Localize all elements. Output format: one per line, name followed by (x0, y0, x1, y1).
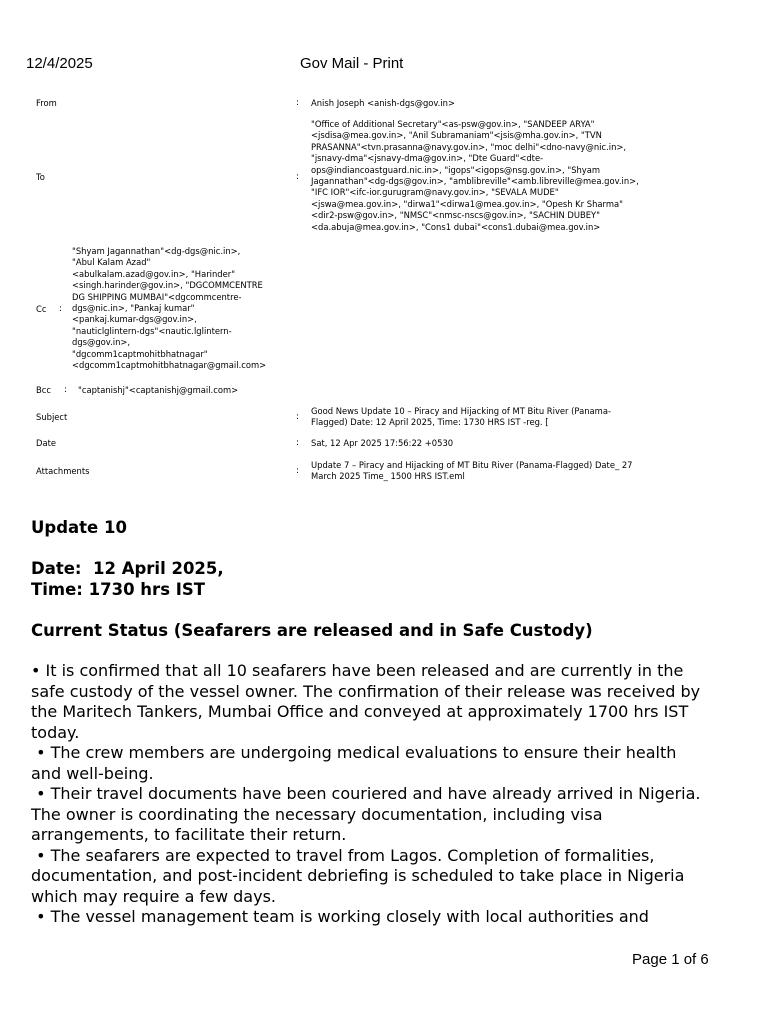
from-label: From (36, 98, 57, 108)
from-colon: : (296, 98, 300, 108)
cc-colon: : (59, 304, 63, 314)
update-heading: Update 10 (31, 518, 127, 537)
cc-label: Cc (36, 304, 47, 314)
status-bullets (31, 661, 711, 928)
body-time-line: Time: 1730 hrs IST (31, 579, 206, 599)
subject-label: Subject (36, 412, 68, 422)
from-value: Anish Joseph <anish-dgs@gov.in> (311, 98, 456, 108)
bullet-item: • It is confirmed that all 10 seafarers have been released and are currently in the safe custody of the vessel owner. The confirmation of their release was received by the Maritech Tankers, Mumbai Office and conveyed at approximately 1700 hrs IST today. (31, 661, 701, 742)
to-colon: : (296, 172, 300, 182)
attachments-colon: : (296, 466, 300, 476)
attachment-link[interactable]: Update 7 – Piracy and Hijacking of MT Bitu River (Panama-Flagged) Date_ 27 March 2025 Time_ 1500 HRS IST.eml (311, 460, 633, 482)
to-value: "Office of Additional Secretary"<as-psw@gov.in>, "SANDEEP ARYA" <jsdisa@mea.gov.in>, "Anil Subramaniam"<jsis@mha.gov.in>, "TVN PRASANNA"<tvn.prasanna@navy.gov.in>, "moc delhi"<dno-navy@nic.in>, "jsnavy-dma"<jsnavy-dma@gov.in>, "Dte Guard"<dte- ops@indiancoastguard.nic.in>, "igops"<igops@nsg.gov.in>, "Shyam Jagannathan"<dg-dgs@gov.in>, "amblibreville"<amb.libreville@mea.gov.in>, "IFC IOR"<ifc-ior.gurugram@navy.gov.in>, "SEVALA MUDE" <jswa@mea.gov.in>, "dirwa1"<dirwa1@mea.gov.in>, "Opesh Kr Sharma" <dir2-psw@gov.in>, "NMSC"<nmsc-nscs@gov.in>, "SACHIN DUBEY" <da.abuja@mea.gov.in>, "Cons1 dubai"<cons1.dubai@mea.gov.in> (311, 119, 639, 232)
page-indicator: Page 1 of 6 (632, 951, 709, 968)
cc-value: "Shyam Jagannathan"<dg-dgs@nic.in>, "Abul Kalam Azad" <abulkalam.azad@gov.in>, "Harinder" <singh.harinder@gov.in>, "DGCOMMCENTRE DG SHIPPING MUMBAI"<dgcommcentre- dgs@nic.in>, "Pankaj kumar" <pankaj.kumar-dgs@gov.in>, "nauticlglintern-dgs"<nautic.lglintern- dgs@gov.in>, "dgcomm1captmohitbhatnagar" <dgcomm1captmohitbhatnagar@gmail.com> (72, 246, 267, 371)
date-colon: : (296, 438, 300, 448)
status-heading: Current Status (Seafarers are released and in Safe Custody) (31, 621, 593, 640)
bullet-item: • The seafarers are expected to travel from Lagos. Completion of formalities, documentation, and post-incident debriefing is scheduled to take place in Nigeria which may require a few days. (31, 845, 690, 906)
to-label: To (36, 172, 45, 182)
bullet-item: • The vessel management team is working closely with local authorities and (31, 907, 649, 926)
print-title: Gov Mail - Print (300, 55, 404, 72)
body-date-time (31, 559, 711, 600)
print-date: 12/4/2025 (26, 55, 93, 72)
date-value: Sat, 12 Apr 2025 17:56:22 +0530 (311, 438, 454, 448)
date-label: Date (36, 438, 57, 448)
bcc-label: Bcc (36, 385, 51, 395)
bullet-item: • Their travel documents have been couriered and have already arrived in Nigeria. The owner is coordinating the necessary documentation, including visa arrangements, to facilitate their return. (31, 784, 706, 844)
bcc-value: "captanishj"<captanishj@gmail.com> (78, 385, 239, 395)
subject-colon: : (296, 412, 300, 422)
attachments-label: Attachments (36, 466, 90, 476)
subject-value: Good News Update 10 – Piracy and Hijacking of MT Bitu River (Panama- Flagged) Date: 12 April 2025, Time: 1730 HRS IST -reg. [ (311, 406, 611, 428)
body-date-line: Date: 12 April 2025, (31, 559, 224, 578)
bullet-item: • The crew members are undergoing medical evaluations to ensure their health and well-being. (31, 743, 682, 783)
bcc-colon: : (64, 385, 68, 395)
